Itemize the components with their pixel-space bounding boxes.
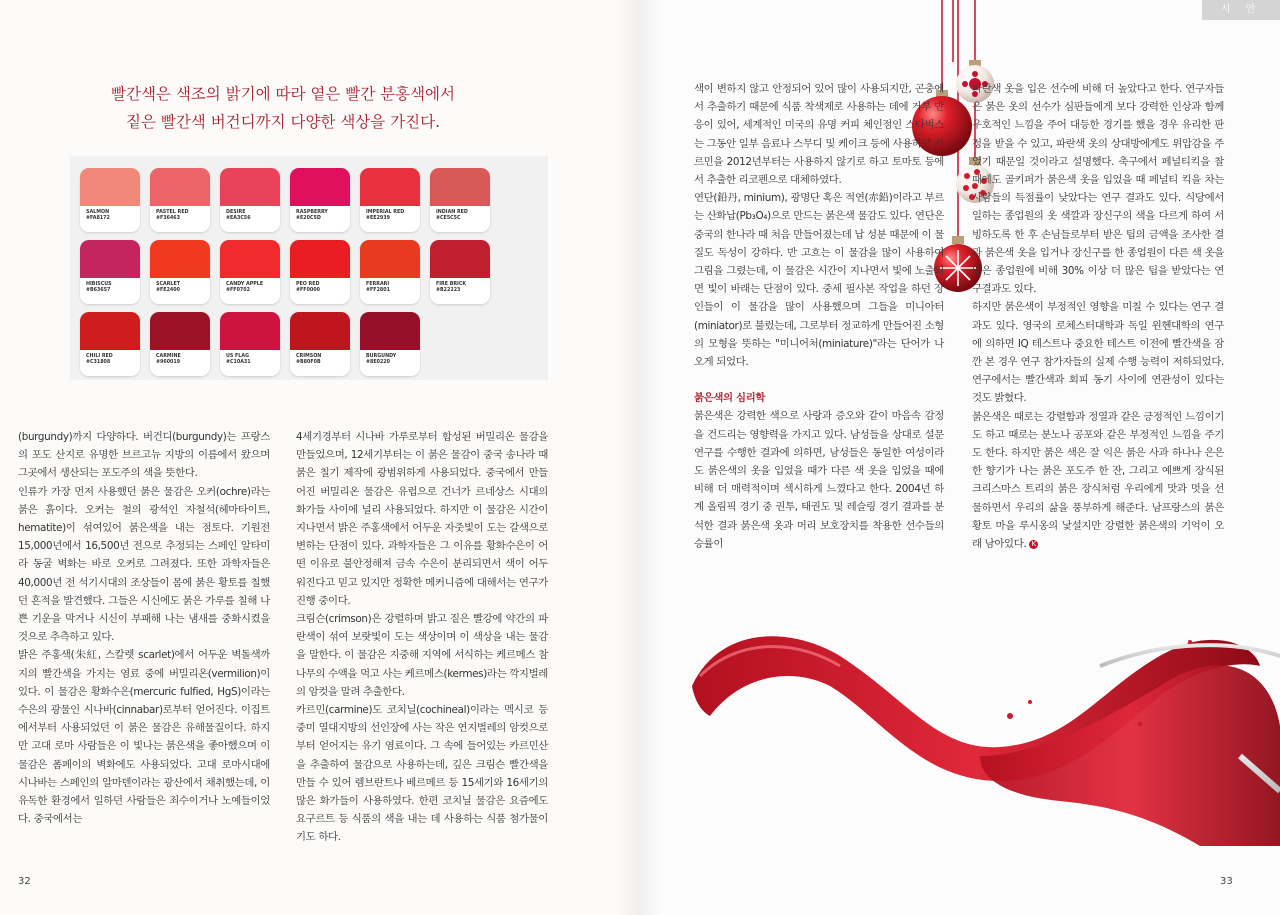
page-number-left: 32 <box>18 876 31 887</box>
swatch-hex: #FA8172 <box>86 216 110 221</box>
swatch-name: PEO RED <box>296 282 320 287</box>
swatch-name: PASTEL RED <box>156 210 189 215</box>
color-swatch <box>80 240 140 304</box>
swatch-hex: #C31808 <box>86 360 111 365</box>
color-swatch <box>220 168 280 232</box>
swatch-hex: #FE2400 <box>156 288 180 293</box>
swatch-hex: #FF2801 <box>366 288 390 293</box>
swatch-name: SCARLET <box>156 282 180 287</box>
color-swatch <box>80 168 140 232</box>
swatch-hex: #EE2939 <box>366 216 390 221</box>
left-column-2 <box>296 428 548 847</box>
color-swatch <box>220 312 280 376</box>
swatch-name: CHILI RED <box>86 354 113 359</box>
paragraph: 밝은 주홍색(朱紅, 스칼렛 scarlet)에서 어두운 벽돌색까지의 빨간색을 가지는 염료 중에 버밀리온(vermilion)이 있다. 이 물감은 황화수은(mercuric fulfied, HgS)이라는 수은의 광물인 시나바(cinnabar)로부터 얻어진다. 이집트에서부터 사용되었던 이 붉은 물감은 유해물질이다. 하지만 고대 로마 사람들은 이 빛나는 붉은색을 좋아했으며 이 물감은 폼페이의 벽화에도 사용되었다. 고대 로마시대에 시나바는 스페인의 알마덴이라는 광산에서 채취했는데, 이 유독한 환경에서 일하던 사람들은 죄수이거나 노예들이었다. 중국에서는 <box>18 649 270 826</box>
swatch-hex: #CE5C5C <box>436 216 461 221</box>
swatch-label <box>150 278 210 304</box>
swatch-color-chip <box>360 312 420 350</box>
swatch-hex: #FF0702 <box>226 288 250 293</box>
swatch-name: BURGUNDY <box>366 354 397 359</box>
paragraph-text: 붉은색은 때로는 강렬함과 정열과 같은 긍정적인 느낌이기도 하고 때로는 분노나 공포와 같은 부정적인 느낌을 주기도 한다. 하지만 붉은 색은 잘 익은 붉은 사과 하나나 은은한 향기가 나는 붉은 포도주 한 잔, 그리고 예쁘게 장식된 크리스마스 트리의 붉은 장식처럼 우리에게 맛과 멋을 선물하면서 우리의 삶을 풍부하게 해준다. 남프랑스의 붉은 황토 마을 루시옹의 낯설지만 강렬한 붉은색의 기억이 오래 남아있다. <box>972 410 1224 551</box>
color-swatch <box>80 312 140 376</box>
swatch-name: RASPBERRY <box>296 210 328 215</box>
paragraph: (burgundy)까지 다양하다. 버건디(burgundy)는 프랑스의 포도 산지로 유명한 브르고뉴 지방의 이름에서 왔으며 그곳에서 생산되는 포도주의 색을 뜻한다. <box>18 431 270 480</box>
color-swatch <box>430 168 490 232</box>
paragraph: 연단(鉛丹, minium), 광명단 혹은 적연(赤鉛)이라고 부르는 산화납(Pb₃O₄)으로 만드는 붉은색 물감도 있다. 연단은 중국의 한나라 때 처음 만들어졌는데 납 성분 때문에 이 물질도 독성이 강하다. 반 고흐는 이 물감을 많이 사용하여 그림을 그렸는데, 이 물감은 시간이 지나면서 빛에 노출되면 빛이 바래는 단점이 있다. 중세 필사본 작업을 하던 장인들이 이 물감을 많이 사용했으며 그들을 미니아터(miniator)로 불렀는데, 그로부터 정교하게 만들어진 소형의 모형을 뜻하는 "미니어처(miniature)"라는 단어가 나오게 되었다. <box>694 192 944 369</box>
pull-quote-line-1: 빨간색은 색조의 밝기에 따라 옅은 빨간 분홍색에서 <box>111 85 455 103</box>
red-color-palette <box>70 156 548 380</box>
paragraph: 파란색 옷을 입은 선수에 비해 더 높았다고 한다. 연구자들은 붉은 옷의 선수가 심판들에게 보다 강력한 인상과 함께 우호적인 느낌을 주어 대등한 경기를 했을 경우 유리한 판정을 받을 수 있고, 파란색 옷의 상대방에게도 위압감을 주었기 때문일 것이라고 설명했다. 축구에서 페널티킥을 찰 때에도 골키퍼가 붉은색 옷을 입었을 때 페널티 킥을 차는 사람들의 득점률이 낮았다는 연구 결과도 있다. 식당에서 일하는 종업원의 옷 색깔과 장신구의 색을 다르게 하여 서빙하도록 한 후 손님들로부터 받은 팁의 금액을 조사한 결과 붉은색 옷을 입거나 장신구를 한 종업원이 다른 색 옷을 입은 종업원에 비해 30% 이상 더 많은 팁을 받았다는 연구결과도 있다. <box>972 83 1224 296</box>
swatch-label <box>430 278 490 304</box>
swatch-color-chip <box>290 312 350 350</box>
swatch-color-chip <box>220 240 280 278</box>
swatch-label <box>150 206 210 232</box>
pull-quote-line-2: 짙은 빨간색 버건디까지 다양한 색상을 가진다. <box>125 113 441 131</box>
right-page <box>640 0 1280 915</box>
color-swatch <box>430 240 490 304</box>
color-swatch <box>360 168 420 232</box>
swatch-label <box>360 206 420 232</box>
swatch-hex: #960019 <box>156 360 181 365</box>
swatch-color-chip <box>80 312 140 350</box>
swatch-hex: #C10A31 <box>226 360 251 365</box>
paragraph: 4세기경부터 시나바 가루로부터 합성된 버밀리온 물감을 만들었으며, 12세기부터는 이 붉은 물감이 중국 송나라 때 붉은 칠기 제작에 광범위하게 사용되었다. 중국에서 만들어진 버밀리온 물감은 유럽으로 건너가 르네상스 시대의 화가들 사이에 널리 사용되었다. 하지만 이 물감은 시간이 지나면서 밝은 주홍색에서 어두운 자줏빛이 도는 갈색으로 변하는 단점이 있다. 과학자들은 그 이유를 황화수은이 어떤 이유로 불안정해져 금속 수은이 분리되면서 색이 어두워진다고 믿고 있지만 정확한 메커니즘에 대해서는 연구가 진행 중이다. <box>296 431 548 607</box>
color-swatch <box>290 312 350 376</box>
color-swatch <box>220 240 280 304</box>
swatch-name: FIRE BRICK <box>436 282 467 287</box>
swatch-name: CRIMSON <box>296 354 322 359</box>
swatch-label <box>80 350 140 376</box>
swatch-color-chip <box>430 240 490 278</box>
swatch-label <box>150 350 210 376</box>
swatch-color-chip <box>150 168 210 206</box>
swatch-hex: #8E0220 <box>366 360 390 365</box>
color-swatch <box>290 168 350 232</box>
paragraph: 하지만 붉은색이 부정적인 영향을 미칠 수 있다는 연구 결과도 있다. 영국의 로체스터대학과 독일 윈헨대학의 연구에 의하면 IQ 테스트나 중요한 테스트 이전에 빨간색을 잠깐 본 경우 연구 참가자들의 실제 수행 능력이 저하되었다. 연구에서는 빨간색과 회피 동기 사이에 연관성이 있다는 것도 밝혔다. <box>972 301 1224 405</box>
red-wine-splash-illustration <box>680 606 1280 846</box>
swatch-color-chip <box>360 240 420 278</box>
swatch-hex: #F36463 <box>156 216 180 221</box>
swatch-name: INDIAN RED <box>436 210 468 215</box>
swatch-name: FERRARI <box>366 282 390 287</box>
swatch-label <box>290 278 350 304</box>
color-swatch <box>150 312 210 376</box>
swatch-label <box>80 278 140 304</box>
swatch-hex: #EA3C56 <box>226 216 251 221</box>
swatch-name: SALMON <box>86 210 110 215</box>
draft-tag: 시 안 <box>1202 0 1280 20</box>
paragraph: 카르민(carmine)도 코치닐(cochineal)이라는 멕시코 등 중미 열대지방의 선인장에 사는 작은 연지벌레의 암컷으로부터 얻어지는 유기 염료이다. 그 속에 들어있는 카르민산을 추출하여 물감으로 사용하는데, 깊은 크림슨 빨간색을 만들 수 있어 렘브란트나 베르메르 등 15세기와 16세기의 많은 화가들이 사용하였다. 한편 코치닐 물감은 요즘에도 요구르트 등 식품의 색을 내는 데 사용하는 식품 첨가물이기도 하다. <box>296 704 548 844</box>
swatch-label <box>220 206 280 232</box>
color-swatch <box>150 240 210 304</box>
swatch-name: HIBISCUS <box>86 282 112 287</box>
left-column-1 <box>18 428 270 828</box>
swatch-color-chip <box>220 312 280 350</box>
swatch-color-chip <box>290 240 350 278</box>
swatch-color-chip <box>150 312 210 350</box>
paragraph <box>972 408 1224 554</box>
swatch-color-chip <box>150 240 210 278</box>
paragraph: 붉은색은 강력한 색으로 사랑과 증오와 같이 마음속 감정을 건드리는 영향력을 가지고 있다. 남성들을 상대로 설문 연구를 수행한 결과에 의하면, 남성들은 동일한 여성이라도 붉은색의 옷을 입었을 때가 다른 색 옷을 입었을 때에 비해 더 매력적이며 섹시하게 느꼈다고 한다. 2004년 하계 올림픽 경기 중 권투, 태권도 및 레슬링 경기 결과를 분석한 결과 붉은색 옷과 머리 보호장치를 착용한 선수들의 승률이 <box>694 410 944 550</box>
swatch-color-chip <box>220 168 280 206</box>
pull-quote <box>0 80 566 136</box>
swatch-label <box>80 206 140 232</box>
right-column-2 <box>972 80 1224 553</box>
swatch-label <box>220 278 280 304</box>
swatch-hex: #B22223 <box>436 288 461 293</box>
page-gutter <box>618 0 662 915</box>
swatch-label <box>430 206 490 232</box>
end-mark-icon: K <box>1029 540 1038 549</box>
color-swatch <box>290 240 350 304</box>
swatch-label <box>360 350 420 376</box>
section-heading: 붉은색의 심리학 <box>694 392 766 405</box>
swatch-color-chip <box>360 168 420 206</box>
swatch-hex: #FF0000 <box>296 288 320 293</box>
paragraph: 인류가 가장 먼저 사용했던 붉은 물감은 오커(ochre)라는 붉은 흙이다. 오커는 철의 광석인 자철석(헤마타이트, hematite)이 섞여있어 붉은색을 내는 점토다. 기원전 15,000년에서 16,500년 전으로 추정되는 스페인 알타미라 동굴 벽화는 바로 오커로 그려졌다. 또한 과학자들은 40,000년 전 석기시대의 조상들이 몸에 붉은 황토를 칠했던 흔적을 발견했다. 그들은 시신에도 붉은 가루를 칠해 나쁜 기운을 막거나 시신이 부패해 나는 냄새를 중화시켰을 것으로 추측하고 있다. <box>18 485 270 644</box>
paragraph: 색이 변하지 않고 안정되어 있어 많이 사용되지만, 곤충에서 추출하기 때문에 식품 착색제로 사용하는 데에 거부 반응이 있어, 세계적인 미국의 유명 커피 체인점인 스타벅스는 그동안 일부 음료나 스무디 및 케이크 등에 사용하던 카르민을 2012년부터는 사용하지 않기로 하고 토마토 등에서 추출한 리코펜으로 대체하였다. <box>694 83 944 187</box>
swatch-name: DESIRE <box>226 210 246 215</box>
swatch-name: IMPERIAL RED <box>366 210 405 215</box>
swatch-label <box>290 206 350 232</box>
swatch-hex: #E20C5D <box>296 216 321 221</box>
swatch-label <box>220 350 280 376</box>
color-swatch <box>360 240 420 304</box>
page-number-right: 33 <box>1220 876 1233 887</box>
right-column-1 <box>694 80 944 553</box>
swatch-label <box>360 278 420 304</box>
paragraph: 크림슨(crimson)은 강렬하며 밝고 짙은 빨강에 약간의 파란색이 섞여 보랏빛이 도는 색상이며 이 색상을 내는 물감을 말한다. 이 물감은 지중해 지역에 서식하는 케르메스 참나무의 수액을 먹고 사는 케르메스(kermes)라는 깍지벌레의 암컷을 말려 추출한다. <box>296 613 548 698</box>
swatch-label <box>290 350 350 376</box>
swatch-hex: #B63657 <box>86 288 111 293</box>
color-swatch <box>150 168 210 232</box>
swatch-hex: #B80F0B <box>296 360 321 365</box>
swatch-color-chip <box>80 168 140 206</box>
swatch-color-chip <box>430 168 490 206</box>
color-swatch <box>360 312 420 376</box>
swatch-color-chip <box>290 168 350 206</box>
swatch-name: US FLAG <box>226 354 250 359</box>
swatch-color-chip <box>80 240 140 278</box>
swatch-name: CARMINE <box>156 354 181 359</box>
swatch-name: CANDY APPLE <box>226 282 264 287</box>
